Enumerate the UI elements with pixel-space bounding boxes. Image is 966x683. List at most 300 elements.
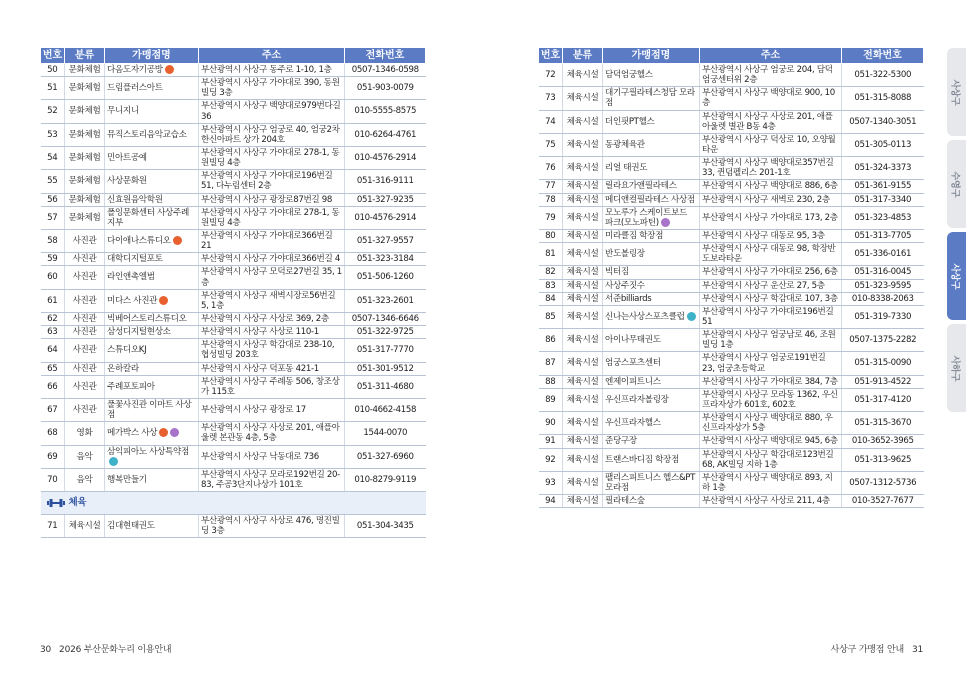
row-category: [563, 133, 603, 156]
row-merchant-name-text: 엔제이피트니스: [605, 376, 661, 387]
footer-right: [831, 642, 923, 655]
row-phone: [842, 193, 924, 206]
row-number-text: 81: [545, 249, 556, 260]
row-merchant-name: [105, 468, 199, 491]
row-category-text: 체육시설: [68, 521, 101, 532]
row-address-text: 부산광역시 사상구 덕상로 10, 오양월타운: [702, 134, 836, 155]
row-address-text: 부산광역시 사상구 광장로87번길 98: [201, 194, 332, 205]
table-row: [41, 312, 426, 325]
row-phone-text: 051-323-2601: [356, 295, 414, 306]
row-merchant-name: [603, 352, 700, 375]
row-number-text: 56: [47, 194, 58, 205]
row-phone-text: 010-5555-8575: [354, 106, 417, 117]
row-category: [65, 64, 105, 77]
row-address-text: 부산광역시 사상구 사상로 211, 4층: [702, 496, 830, 507]
teal-badge-icon: [687, 312, 696, 321]
right-table-body: [539, 64, 924, 508]
row-merchant-name-text: 모노루가 스케이트보드 파크(모노파틴): [605, 207, 687, 228]
row-number: [41, 375, 65, 398]
row-address: [199, 123, 345, 146]
row-category-text: 체육시설: [566, 496, 599, 507]
row-address: [199, 362, 345, 375]
row-category-text: 문화체험: [68, 83, 101, 94]
row-number: [41, 339, 65, 362]
row-phone-text: 051-316-9111: [356, 176, 414, 187]
row-address: [199, 312, 345, 325]
row-phone: [842, 448, 924, 471]
row-address: [199, 515, 345, 538]
row-phone-text: 010-4576-2914: [354, 212, 417, 223]
row-category: [65, 146, 105, 169]
row-address-text: 부산광역시 사상구 학감대로 107, 3층: [702, 293, 838, 304]
table-row: [41, 266, 426, 289]
row-merchant-name-text: 서준billiards: [605, 293, 652, 304]
row-number: [539, 305, 563, 328]
row-phone-text: 051-311-4680: [356, 381, 414, 392]
row-address: [700, 266, 842, 279]
row-address-text: 부산광역시 사상구 동주로 1-10, 1층: [201, 65, 332, 75]
row-phone-text: 051-313-9625: [854, 454, 912, 465]
row-category-text: 체육시설: [566, 311, 599, 322]
row-phone: [842, 388, 924, 411]
row-number: [539, 412, 563, 435]
row-address: [700, 448, 842, 471]
footer-section-title: 사상구 가맹점 안내: [830, 645, 904, 655]
row-merchant-name: [603, 375, 700, 388]
row-merchant-name-text: 우신프라자볼링장: [605, 394, 669, 405]
row-merchant-name: [105, 339, 199, 362]
row-number-text: 67: [47, 405, 58, 415]
page-number-right: 31: [911, 645, 923, 655]
row-phone: [842, 375, 924, 388]
row-phone-text: 0507-1340-3051: [849, 116, 917, 127]
row-number: [41, 229, 65, 252]
row-merchant-name: [105, 253, 199, 266]
row-number-text: 65: [47, 363, 58, 374]
table-row: [539, 388, 924, 411]
row-category: [563, 292, 603, 305]
row-number: [539, 471, 563, 494]
header-address: 주소: [700, 48, 842, 64]
row-merchant-name-text: 삼익피아노 사상특약점: [107, 446, 189, 457]
row-address: [700, 87, 842, 110]
row-address: [199, 398, 345, 421]
row-category-text: 체육시설: [566, 212, 599, 223]
row-merchant-name: [603, 435, 700, 448]
row-address: [700, 435, 842, 448]
row-number-text: 57: [47, 212, 58, 223]
row-address: [700, 388, 842, 411]
row-merchant-name-text: 아이나무태권도: [605, 335, 661, 346]
row-address-text: 부산광역시 사상구 광장로 17: [201, 405, 306, 415]
row-merchant-name-text: 드림플러스아트: [107, 83, 163, 94]
row-category-text: 사진관: [72, 381, 97, 392]
orange-badge-icon: [165, 65, 174, 74]
row-address: [700, 193, 842, 206]
row-category-text: 체육시설: [566, 181, 599, 192]
row-number-text: 93: [545, 477, 556, 488]
table-row: [539, 180, 924, 193]
row-phone-text: 051-322-5300: [854, 70, 912, 81]
row-phone-text: 051-317-3340: [854, 194, 912, 205]
row-category: [563, 206, 603, 229]
row-phone-text: 051-315-8088: [854, 93, 912, 104]
row-category-text: 체육시설: [566, 335, 599, 346]
row-merchant-name: [105, 362, 199, 375]
row-merchant-name: [603, 292, 700, 305]
row-phone-text: 051-315-3670: [854, 418, 912, 429]
row-merchant-name: [105, 193, 199, 206]
row-address-text: 부산광역시 사상구 가야대로196번길 51, 다누림센터 2층: [201, 171, 333, 192]
row-number: [41, 289, 65, 312]
row-number-text: 70: [47, 474, 58, 485]
table-row: [41, 206, 426, 229]
row-merchant-name-text: 대기구필라테스청담 모라점: [605, 88, 695, 109]
row-address-text: 부산광역시 사상구 학감대로 238-10, 협성빌딩 203호: [201, 340, 335, 361]
row-address: [199, 100, 345, 123]
row-category: [65, 468, 105, 491]
row-category-text: 체육시설: [566, 139, 599, 150]
row-number: [539, 243, 563, 266]
table-row: [539, 305, 924, 328]
row-phone-text: 051-323-4853: [854, 212, 912, 223]
row-category-text: 체육시설: [566, 436, 599, 447]
row-merchant-name: [105, 312, 199, 325]
row-number-text: 58: [47, 236, 58, 247]
table-row: [539, 435, 924, 448]
table-row: [41, 193, 426, 206]
row-phone: [345, 515, 426, 538]
row-merchant-name-text: 트랜스바디짐 학장점: [605, 454, 679, 465]
row-merchant-name-text: 빅베어스토리스튜디오: [107, 313, 187, 324]
row-category: [65, 253, 105, 266]
table-row: [41, 253, 426, 266]
row-address: [700, 375, 842, 388]
row-merchant-name: [105, 146, 199, 169]
row-category: [563, 471, 603, 494]
row-address-text: 부산광역시 사상구 새벽시장로56번길 5, 1층: [201, 290, 336, 311]
row-category-text: 문화체험: [68, 153, 101, 164]
row-category: [563, 193, 603, 206]
row-category: [65, 326, 105, 339]
table-row: [41, 146, 426, 169]
row-merchant-name: [105, 445, 199, 468]
row-address-text: 부산광역시 사상구 백양대로 900, 10층: [702, 88, 835, 109]
row-category: [563, 375, 603, 388]
row-phone-text: 051-506-1260: [356, 272, 414, 283]
row-address: [199, 229, 345, 252]
table-row: [41, 326, 426, 339]
side-tab-4[interactable]: [947, 324, 966, 412]
row-category-text: 체육시설: [566, 280, 599, 291]
row-category-text: 체육시설: [566, 376, 599, 387]
row-address: [700, 279, 842, 292]
row-phone-text: 051-361-9155: [854, 181, 912, 192]
row-phone: [345, 170, 426, 193]
row-merchant-name: [603, 110, 700, 133]
row-number: [41, 266, 65, 289]
row-number: [539, 133, 563, 156]
row-phone: [345, 206, 426, 229]
table-row: [41, 123, 426, 146]
row-category: [563, 180, 603, 193]
table-row: [41, 170, 426, 193]
row-category-text: 음악: [76, 474, 93, 485]
row-address: [199, 289, 345, 312]
table-row: [539, 133, 924, 156]
row-merchant-name-text: 메디앤컬필라테스 사상점: [605, 194, 695, 205]
row-phone: [842, 266, 924, 279]
row-phone-text: 051-319-7330: [854, 311, 912, 322]
row-number-text: 54: [47, 153, 58, 164]
row-category: [65, 229, 105, 252]
row-category: [65, 170, 105, 193]
row-phone-text: 051-913-4522: [854, 376, 912, 387]
row-number-text: 94: [545, 496, 556, 507]
table-row: [41, 445, 426, 468]
row-category-text: 음악: [76, 451, 93, 462]
footer-left: [40, 642, 171, 655]
row-phone: [345, 339, 426, 362]
row-phone-text: 010-3652-3965: [851, 436, 914, 447]
row-phone: [842, 64, 924, 87]
row-address-text: 부산광역시 사상구 가야대로196번길 51: [702, 306, 834, 327]
side-tab-3-active[interactable]: [947, 232, 966, 320]
row-number-text: 87: [545, 358, 556, 369]
row-merchant-name: [105, 375, 199, 398]
row-number-text: 84: [545, 293, 556, 304]
row-merchant-name: [105, 422, 199, 445]
row-category: [563, 329, 603, 352]
row-number: [539, 435, 563, 448]
row-category: [65, 398, 105, 421]
row-merchant-name-text: 미라클짐 학장점: [605, 230, 664, 241]
table-row: [539, 375, 924, 388]
row-category: [563, 495, 603, 508]
row-phone: [345, 289, 426, 312]
row-phone-text: 010-4662-4158: [354, 405, 417, 415]
row-merchant-name-text: 라인앤촉엘범: [107, 272, 155, 283]
row-merchant-name: [603, 448, 700, 471]
row-number-text: 80: [545, 230, 556, 241]
row-category-text: 체육시설: [566, 230, 599, 241]
row-number-text: 79: [545, 212, 556, 223]
row-address: [199, 77, 345, 100]
row-phone: [345, 146, 426, 169]
row-phone: [842, 412, 924, 435]
side-tab-label: 사하구: [950, 354, 960, 382]
table-row: [539, 329, 924, 352]
row-phone-text: 051-315-0090: [854, 358, 912, 369]
row-merchant-name: [105, 326, 199, 339]
row-address-text: 부산광역시 사상구 백양대로979번다길 36: [201, 101, 341, 122]
side-tab-2[interactable]: [947, 140, 966, 228]
teal-badge-icon: [109, 457, 118, 466]
row-address: [199, 64, 345, 77]
row-address-text: 부산광역시 사상구 가야대로 278-1, 동원빌딩 4층: [201, 147, 340, 169]
row-category: [65, 193, 105, 206]
row-number: [539, 279, 563, 292]
row-address: [199, 339, 345, 362]
row-phone: [345, 123, 426, 146]
left-merchant-table: [40, 47, 426, 538]
footer-book-title: 2026 부산문화누리 이용안내: [59, 645, 172, 655]
row-phone: [345, 253, 426, 266]
row-number-text: 51: [47, 83, 58, 94]
row-category-text: 사진관: [72, 327, 97, 338]
row-number: [41, 445, 65, 468]
row-merchant-name: [105, 64, 199, 77]
row-number-text: 78: [545, 194, 556, 205]
row-merchant-name: [105, 229, 199, 252]
table-row: [539, 495, 924, 508]
row-number-text: 60: [47, 272, 58, 283]
table-row: [41, 468, 426, 491]
row-address-text: 부산광역시 사상구 엄궁로 204, 담덕엄궁센터위 2층: [702, 65, 833, 86]
row-address-text: 부산광역시 사상구 운산로 27, 5층: [702, 280, 825, 291]
row-merchant-name-text: 신나는사상스포츠클럽: [605, 311, 685, 322]
row-merchant-name-text: 사상문화원: [107, 176, 147, 187]
row-category: [563, 243, 603, 266]
row-address-text: 부산광역시 사상구 대동로 98, 학장반도보라타운: [702, 244, 836, 265]
row-merchant-name-text: 온하칼라: [107, 363, 139, 374]
side-tab-1[interactable]: [947, 48, 966, 136]
row-merchant-name-text: 뮤직스토리음악교습소: [107, 129, 187, 140]
row-category-text: 체육시설: [566, 249, 599, 260]
row-number: [41, 515, 65, 538]
table-row: [41, 64, 426, 77]
row-merchant-name-text: 반도볼링장: [605, 249, 645, 260]
table-row: [539, 412, 924, 435]
row-number-text: 92: [545, 454, 556, 465]
row-number-text: 66: [47, 381, 58, 392]
row-merchant-name: [603, 412, 700, 435]
table-row: [539, 87, 924, 110]
table-row: [41, 398, 426, 421]
header-address: 주소: [199, 48, 345, 64]
row-merchant-name-text: 주례포토피아: [107, 381, 155, 392]
orange-badge-icon: [159, 428, 168, 437]
row-address: [700, 412, 842, 435]
side-tab-label: 사상구: [950, 78, 960, 106]
row-phone-text: 1544-0070: [363, 428, 408, 439]
row-number: [41, 253, 65, 266]
row-merchant-name: [105, 515, 199, 538]
row-category: [563, 305, 603, 328]
table-row: [41, 77, 426, 100]
row-merchant-name-text: 담덕엄궁헬스: [605, 70, 653, 81]
row-address-text: 부산광역시 사상구 가야대로366번길 4: [201, 254, 340, 265]
row-merchant-name-text: 사상주짓수: [605, 280, 645, 291]
row-category-text: 사진관: [72, 236, 97, 247]
row-category-text: 문화체험: [68, 106, 101, 117]
table-row: [41, 422, 426, 445]
row-merchant-name: [105, 77, 199, 100]
row-merchant-name-text: 메가박스 사상: [107, 428, 158, 439]
row-category: [65, 123, 105, 146]
row-phone: [842, 305, 924, 328]
row-phone-text: 051-301-9512: [356, 363, 414, 374]
row-address-text: 부산광역시 사상구 가야대로 278-1, 동원빌딩 4층: [201, 207, 340, 228]
row-category-text: 체육시설: [566, 394, 599, 405]
row-category: [65, 100, 105, 123]
table-row: [539, 448, 924, 471]
row-number-text: 61: [47, 295, 58, 306]
row-address-text: 부산광역시 사상구 사상로 369, 2층: [201, 313, 329, 324]
row-address: [199, 468, 345, 491]
row-phone-text: 051-316-0045: [854, 267, 912, 278]
left-table-body: [41, 64, 426, 492]
row-category-text: 체육시설: [566, 477, 599, 488]
row-address: [700, 180, 842, 193]
row-address-text: 부산광역시 사상구 가야대로366번길 21: [201, 230, 333, 252]
row-category: [65, 422, 105, 445]
row-address-text: 부산광역시 사상구 엄궁로 40, 엄궁2차한신아파트 상가 204호: [201, 124, 340, 145]
row-category: [563, 412, 603, 435]
row-number: [41, 170, 65, 193]
row-phone-text: 010-8338-2063: [851, 293, 914, 304]
row-merchant-name: [603, 87, 700, 110]
row-address-text: 부산광역시 사상구 가야대로 173, 2층: [702, 212, 838, 223]
row-phone-text: 010-8279-9119: [354, 474, 417, 485]
row-phone-text: 051-327-9557: [356, 236, 414, 247]
row-address-text: 부산광역시 사상구 백양대로357번길 33, 퀸덤펠리스 201-1호: [702, 158, 834, 179]
row-category-text: 사진관: [72, 405, 97, 415]
row-number: [539, 329, 563, 352]
purple-badge-icon: [170, 428, 179, 437]
row-category-text: 문화체험: [68, 65, 101, 75]
row-number: [41, 206, 65, 229]
row-merchant-name: [105, 100, 199, 123]
row-address: [700, 243, 842, 266]
row-number: [539, 193, 563, 206]
row-phone-text: 0507-1346-6646: [351, 313, 419, 324]
row-merchant-name: [603, 495, 700, 508]
row-phone: [345, 100, 426, 123]
row-merchant-name-text: 빅터짐: [605, 267, 629, 278]
row-address: [199, 170, 345, 193]
row-number-text: 63: [47, 327, 58, 338]
row-category-text: 체육시설: [566, 70, 599, 81]
row-address: [700, 64, 842, 87]
row-phone-text: 051-323-3184: [356, 254, 414, 265]
row-address-text: 부산광역시 사상구 백양대로 945, 6층: [702, 436, 838, 447]
row-address: [199, 146, 345, 169]
row-number-text: 90: [545, 418, 556, 429]
row-number-text: 83: [545, 280, 556, 291]
row-phone: [345, 362, 426, 375]
row-phone: [842, 229, 924, 242]
row-phone: [842, 435, 924, 448]
left-table-body-after: [41, 515, 426, 538]
header-number: 번호: [539, 48, 563, 64]
row-phone: [842, 243, 924, 266]
row-category: [563, 266, 603, 279]
row-category-text: 문화체험: [68, 194, 101, 205]
row-category: [563, 87, 603, 110]
row-category: [563, 229, 603, 242]
row-phone: [345, 77, 426, 100]
row-phone: [345, 229, 426, 252]
row-number: [539, 266, 563, 279]
row-merchant-name-text: 무니지니: [107, 106, 139, 117]
table-row: [539, 352, 924, 375]
row-phone-text: 051-305-0113: [854, 139, 912, 150]
row-phone: [842, 206, 924, 229]
row-phone-text: 0507-1346-0598: [351, 65, 419, 75]
row-address-text: 부산광역시 사상구 모라로192번길 20-83, 주공3단지나상가 101호: [201, 469, 340, 490]
row-merchant-name: [105, 170, 199, 193]
